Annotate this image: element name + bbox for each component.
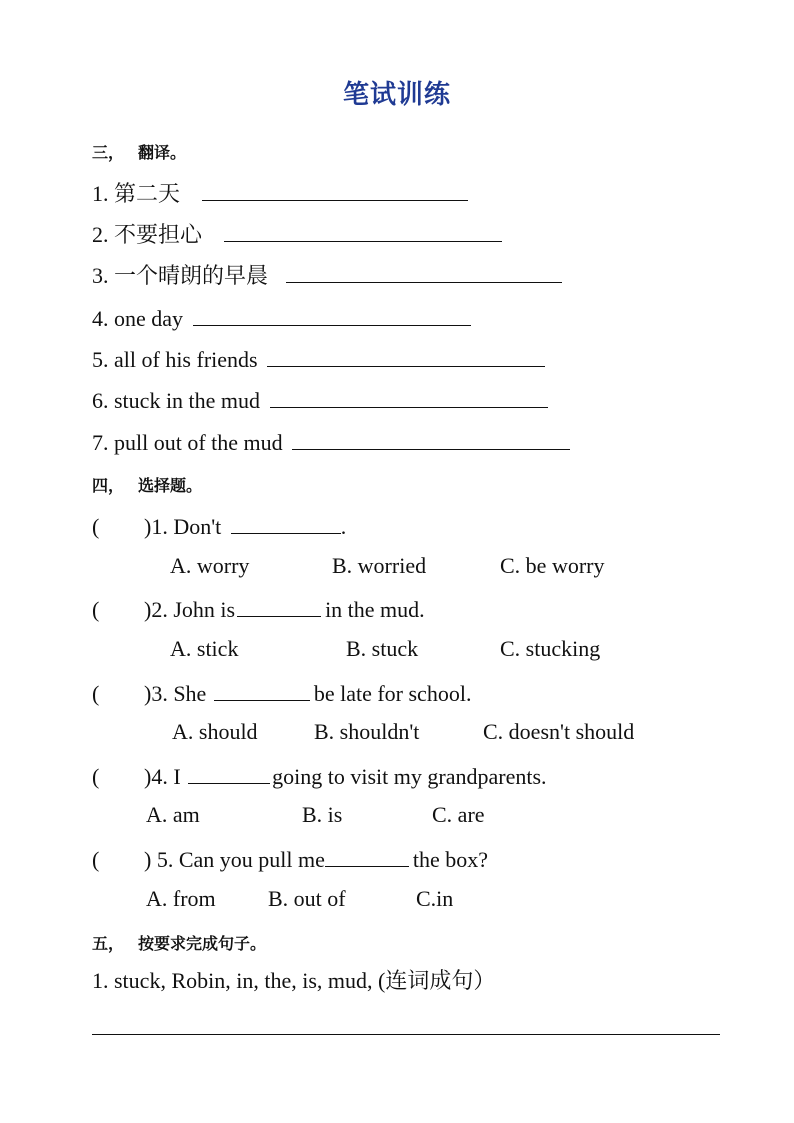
choice-question (92, 846, 488, 871)
option-b[interactable]: B. shouldn't (314, 719, 420, 744)
question-blank (188, 763, 270, 784)
option-a[interactable]: A. worry (170, 553, 250, 578)
question-text: )2. John is (144, 597, 236, 622)
answer-blank[interactable] (202, 180, 468, 201)
item-text: 1. 第二天 (92, 181, 181, 206)
option-a[interactable]: A. should (172, 719, 258, 744)
answer-paren[interactable]: ( (92, 514, 100, 539)
question-end: in the mud. (325, 597, 425, 622)
answer-blank[interactable] (267, 346, 545, 367)
answer-paren[interactable]: ( (92, 764, 100, 789)
answer-paren[interactable]: ( (92, 681, 100, 706)
section-heading-sentence (92, 931, 266, 954)
option-a[interactable]: A. stick (170, 636, 239, 661)
translation-item (92, 180, 468, 205)
question-end: the box? (412, 847, 489, 872)
question-text: ) 5. Can you pull me (144, 847, 325, 872)
item-text: 5. all of his friends (92, 347, 258, 372)
question-text: )4. I (144, 764, 181, 789)
answer-blank[interactable] (292, 429, 570, 450)
option-c[interactable]: C. are (432, 802, 485, 827)
answer-paren[interactable]: ( (92, 597, 100, 622)
question-end: . (340, 514, 347, 539)
section-heading-translation (92, 140, 186, 163)
question-end: going to visit my grandparents. (272, 764, 547, 789)
choice-question (92, 680, 471, 705)
choice-question (92, 763, 547, 788)
option-c[interactable]: C.in (416, 886, 454, 911)
option-a[interactable]: A. from (146, 886, 216, 911)
section-label: 按要求完成句子。 (138, 934, 267, 953)
answer-blank[interactable] (286, 262, 562, 283)
item-text: 6. stuck in the mud (92, 388, 261, 413)
option-b[interactable]: B. worried (332, 553, 427, 578)
section-label: 选择题。 (138, 476, 203, 495)
item-text: 4. one day (92, 306, 184, 331)
option-b[interactable]: B. stuck (346, 636, 419, 661)
option-c[interactable]: C. doesn't should (483, 719, 635, 744)
item-text: 7. pull out of the mud (92, 430, 283, 455)
option-c[interactable]: C. stucking (500, 636, 601, 661)
section-number: 五， (92, 934, 125, 953)
question-blank (325, 846, 409, 867)
item-text: 2. 不要担心 (92, 222, 203, 247)
answer-blank[interactable] (224, 221, 502, 242)
answer-line[interactable] (92, 1034, 720, 1035)
section-label: 翻译。 (138, 143, 187, 162)
item-text: 3. 一个晴朗的早晨 (92, 263, 269, 288)
answer-blank[interactable] (270, 387, 548, 408)
translation-item (92, 429, 570, 454)
question-text: )3. She (144, 681, 207, 706)
translation-item (92, 221, 502, 246)
question-text: )1. Don't (144, 514, 222, 539)
option-c[interactable]: C. be worry (500, 553, 605, 578)
translation-item (92, 346, 545, 371)
sentence-item: 1. stuck, Robin, in, the, is, mud, (连词成句） (92, 968, 496, 993)
section-heading-choice (92, 473, 202, 496)
option-b[interactable]: B. out of (268, 886, 346, 911)
question-end: be late for school. (313, 681, 472, 706)
translation-item (92, 387, 548, 412)
page-title: 笔试训练 (342, 80, 451, 109)
section-number: 四， (92, 476, 125, 495)
section-number: 三， (92, 143, 125, 162)
translation-item (92, 262, 562, 287)
question-blank (237, 596, 321, 617)
translation-item (92, 305, 471, 330)
answer-blank[interactable] (193, 305, 471, 326)
answer-paren[interactable]: ( (92, 847, 100, 872)
question-blank (214, 680, 310, 701)
choice-question (92, 596, 425, 621)
choice-question (92, 513, 346, 538)
option-b[interactable]: B. is (302, 802, 343, 827)
option-a[interactable]: A. am (146, 802, 200, 827)
question-blank (231, 513, 341, 534)
